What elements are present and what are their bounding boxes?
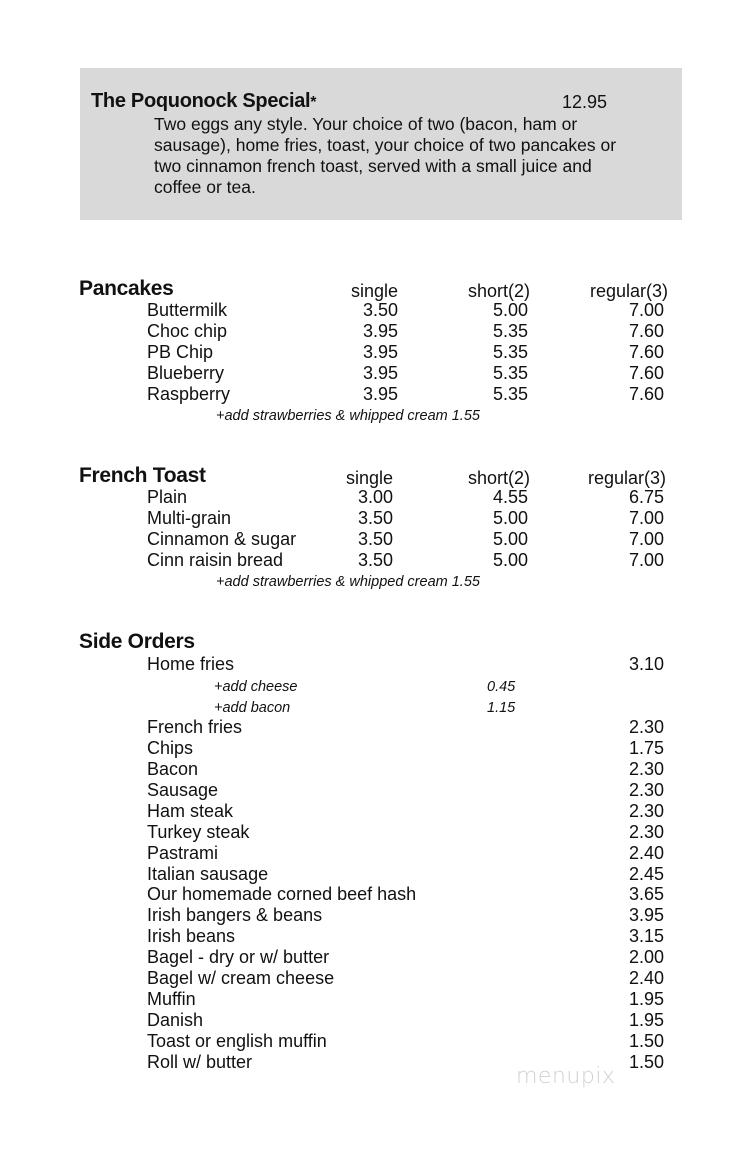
menu-row bbox=[0, 487, 750, 508]
price-single: 3.50 bbox=[357, 529, 393, 549]
price-single: 3.95 bbox=[362, 384, 398, 404]
menu-row bbox=[0, 508, 750, 529]
price: 3.65 bbox=[628, 884, 664, 904]
price-regular: 6.75 bbox=[628, 487, 664, 507]
menu-row bbox=[0, 926, 750, 947]
price-regular: 7.60 bbox=[628, 321, 664, 341]
menu-row bbox=[0, 864, 750, 885]
menu-row bbox=[0, 1010, 750, 1031]
menu-row bbox=[0, 550, 750, 571]
price-regular: 7.00 bbox=[628, 300, 664, 320]
price: 1.50 bbox=[628, 1031, 664, 1051]
price: 2.30 bbox=[628, 780, 664, 800]
col-head-regular: regular(3) bbox=[589, 281, 668, 301]
french-toast-addon-note: +add strawberries & whipped cream 1.55 bbox=[216, 574, 480, 590]
menu-row bbox=[0, 968, 750, 989]
price-short: 5.00 bbox=[492, 550, 528, 570]
special-asterisk: * bbox=[310, 94, 317, 111]
addon-label: +add bacon bbox=[214, 700, 291, 716]
item-name: Bacon bbox=[147, 759, 199, 779]
price-single: 3.50 bbox=[357, 508, 393, 528]
price: 2.30 bbox=[628, 801, 664, 821]
price: 2.30 bbox=[628, 759, 664, 779]
addon-price: 1.15 bbox=[487, 700, 516, 716]
price-regular: 7.60 bbox=[628, 342, 664, 362]
price: 3.95 bbox=[628, 905, 664, 925]
menu-row bbox=[0, 321, 750, 342]
col-head-short: short(2) bbox=[467, 468, 530, 488]
item-name: Raspberry bbox=[147, 384, 231, 404]
item-name: French fries bbox=[147, 717, 243, 737]
price-short: 5.35 bbox=[492, 363, 528, 383]
item-name: Buttermilk bbox=[147, 300, 228, 320]
price-short: 5.00 bbox=[492, 529, 528, 549]
col-head-single: single bbox=[350, 281, 398, 301]
price-short: 5.35 bbox=[492, 384, 528, 404]
item-name: Home fries bbox=[147, 654, 235, 674]
menu-row bbox=[0, 384, 750, 405]
price-short: 5.35 bbox=[492, 321, 528, 341]
price: 2.45 bbox=[628, 864, 664, 884]
item-name: Italian sausage bbox=[147, 864, 269, 884]
item-name: PB Chip bbox=[147, 342, 214, 362]
menu-row bbox=[0, 780, 750, 801]
item-name: Ham steak bbox=[147, 801, 234, 821]
item-name: Bagel w/ cream cheese bbox=[147, 968, 335, 988]
price: 1.95 bbox=[628, 989, 664, 1009]
col-head-regular: regular(3) bbox=[587, 468, 666, 488]
item-name: Muffin bbox=[147, 989, 196, 1009]
menu-row bbox=[0, 947, 750, 968]
pancakes-addon-note: +add strawberries & whipped cream 1.55 bbox=[216, 408, 480, 424]
menu-row bbox=[0, 905, 750, 926]
price: 2.00 bbox=[628, 947, 664, 967]
item-name: Plain bbox=[147, 487, 188, 507]
menu-row bbox=[0, 989, 750, 1010]
item-name: Cinnamon & sugar bbox=[147, 529, 297, 549]
item-name: Toast or english muffin bbox=[147, 1031, 327, 1051]
item-name: Choc chip bbox=[147, 321, 228, 341]
item-name: Irish bangers & beans bbox=[147, 905, 323, 925]
menu-row bbox=[0, 884, 750, 905]
price: 1.50 bbox=[628, 1052, 664, 1072]
menu-row bbox=[0, 759, 750, 780]
section-title-pancakes: Pancakes bbox=[79, 277, 174, 300]
price-single: 3.50 bbox=[362, 300, 398, 320]
item-name: Turkey steak bbox=[147, 822, 250, 842]
addon-price: 0.45 bbox=[487, 679, 516, 695]
special-title-text: The Poquonock Special bbox=[91, 90, 311, 112]
price-short: 4.55 bbox=[492, 487, 528, 507]
menu-row bbox=[0, 801, 750, 822]
item-name: Blueberry bbox=[147, 363, 225, 383]
menu-row bbox=[0, 822, 750, 843]
special-box bbox=[80, 68, 682, 220]
col-head-single: single bbox=[345, 468, 393, 488]
section-title-side-orders: Side Orders bbox=[79, 630, 195, 653]
price-regular: 7.60 bbox=[628, 363, 664, 383]
price: 2.30 bbox=[628, 822, 664, 842]
price-regular: 7.60 bbox=[628, 384, 664, 404]
item-name: Roll w/ butter bbox=[147, 1052, 253, 1072]
price-regular: 7.00 bbox=[628, 508, 664, 528]
price-single: 3.50 bbox=[357, 550, 393, 570]
price: 2.30 bbox=[628, 717, 664, 737]
price-short: 5.00 bbox=[492, 300, 528, 320]
menu-row bbox=[0, 717, 750, 738]
price: 2.40 bbox=[628, 843, 664, 863]
menu-row bbox=[0, 1052, 750, 1073]
item-name: Pastrami bbox=[147, 843, 219, 863]
price-short: 5.00 bbox=[492, 508, 528, 528]
item-name: Irish beans bbox=[147, 926, 236, 946]
item-name: Bagel - dry or w/ butter bbox=[147, 947, 330, 967]
special-description: Two eggs any style. Your choice of two (bacon, ham or sausage), home fries, toast, your choice of two pancakes or two cinnamon french toast, served with a small juice and coffee or tea. bbox=[154, 114, 617, 197]
price-single: 3.00 bbox=[357, 487, 393, 507]
item-name: Danish bbox=[147, 1010, 204, 1030]
price-regular: 7.00 bbox=[628, 529, 664, 549]
price-regular: 7.00 bbox=[628, 550, 664, 570]
price: 3.10 bbox=[628, 654, 664, 674]
price: 2.40 bbox=[628, 968, 664, 988]
menu-row bbox=[0, 363, 750, 384]
price-single: 3.95 bbox=[362, 363, 398, 383]
col-head-short: short(2) bbox=[467, 281, 530, 301]
price: 1.75 bbox=[628, 738, 664, 758]
menu-row bbox=[0, 843, 750, 864]
addon-label: +add cheese bbox=[214, 679, 298, 695]
menu-row bbox=[0, 738, 750, 759]
price: 3.15 bbox=[628, 926, 664, 946]
price-single: 3.95 bbox=[362, 321, 398, 341]
item-name: Cinn raisin bread bbox=[147, 550, 284, 570]
price-single: 3.95 bbox=[362, 342, 398, 362]
menu-row bbox=[0, 654, 750, 675]
menu-row bbox=[0, 1031, 750, 1052]
special-price: 12.95 bbox=[562, 92, 608, 112]
watermark-logo: menupix bbox=[516, 1064, 616, 1089]
special-title bbox=[91, 90, 316, 113]
menu-row bbox=[0, 529, 750, 550]
price: 1.95 bbox=[628, 1010, 664, 1030]
section-title-french-toast: French Toast bbox=[79, 464, 206, 487]
item-name: Chips bbox=[147, 738, 194, 758]
menu-row bbox=[0, 342, 750, 363]
item-name: Multi-grain bbox=[147, 508, 232, 528]
item-name: Our homemade corned beef hash bbox=[147, 884, 417, 904]
menu-row bbox=[0, 300, 750, 321]
item-name: Sausage bbox=[147, 780, 219, 800]
price-short: 5.35 bbox=[492, 342, 528, 362]
